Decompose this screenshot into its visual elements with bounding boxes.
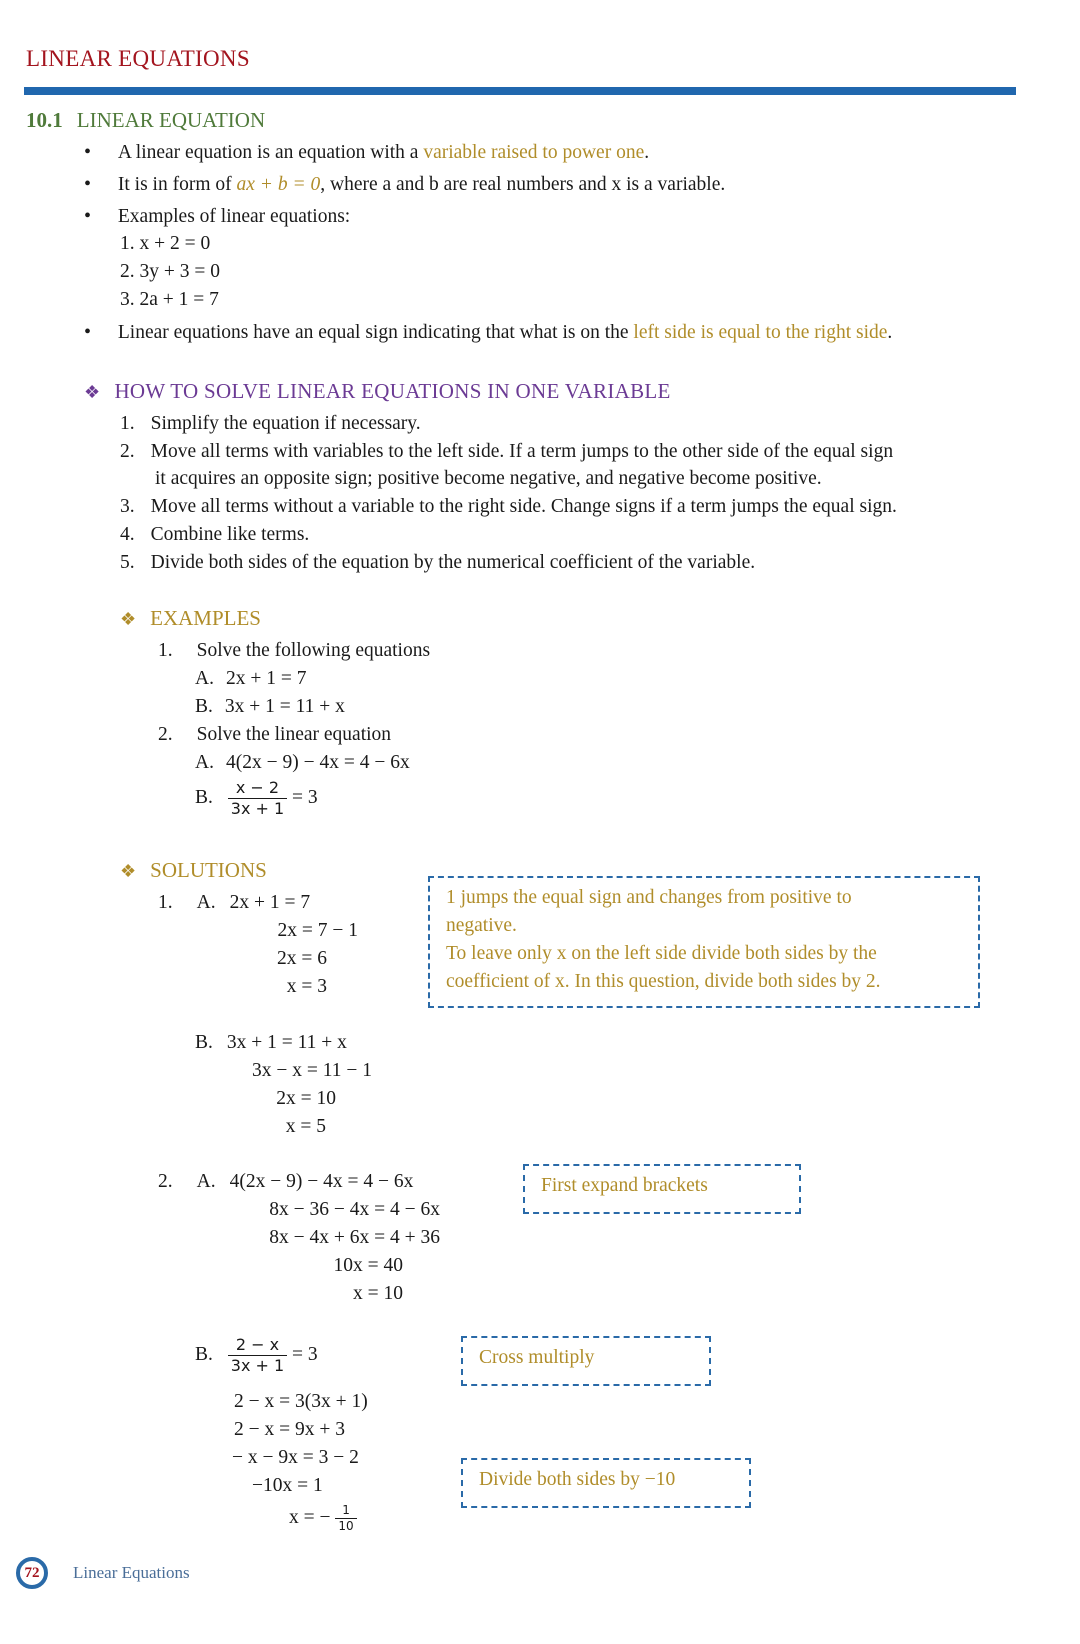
section-title [26, 108, 265, 133]
section-title-text: LINEAR EQUATION [76, 108, 266, 132]
solution-1a-line-1: 1. A. 2x + 1 = 7 [158, 892, 311, 913]
solution-2b-line-2: 2 − x = 3(3x + 1) [234, 1391, 368, 1412]
diamond-bullet-icon: ❖ [84, 382, 101, 402]
fraction: $\frac{1}{10}$ [335, 1503, 356, 1534]
header-rule [24, 87, 1016, 95]
step-2-cont: it acquires an opposite sign; positive become negative, and negative become positive. [155, 468, 822, 489]
page-number-badge: 72 [16, 1557, 48, 1589]
example-q2b: B. $\frac{x - 2}{3x + 1}$ = 3 [195, 778, 318, 818]
bullet-dot: • [84, 141, 92, 163]
step-2: 2. Move all terms with variables to the left side. If a term jumps to the other side of the equal sign [120, 441, 894, 462]
solution-2a-line-2: 8x − 36 − 4x = 4 − 6x [269, 1199, 440, 1220]
bullet-2: • It is in form of ax + b = 0, where a and b are real numbers and x is a variable. [84, 173, 726, 195]
how-to-heading: ❖ HOW TO SOLVE LINEAR EQUATIONS IN ONE VARIABLE [84, 379, 671, 403]
solution-1a-line-4: x = 3 [286, 976, 327, 997]
solution-2b-line-5: −10x = 1 [252, 1475, 323, 1496]
solution-1b-line-3: 2x = 10 [276, 1088, 336, 1109]
example-q1a: A. 2x + 1 = 7 [195, 668, 307, 689]
solution-2a-line-3: 8x − 4x + 6x = 4 + 36 [269, 1227, 440, 1248]
step-3: 3. Move all terms without a variable to the right side. Change signs if a term jumps the equal sign. [120, 496, 897, 517]
solution-1a-line-3: 2x = 6 [277, 948, 327, 969]
highlight: left side is equal to the right side [633, 322, 888, 343]
bullet-3: • Examples of linear equations: [84, 205, 351, 227]
solution-2b-line-3: 2 − x = 9x + 3 [234, 1419, 345, 1440]
diamond-bullet-icon: ❖ [120, 609, 137, 629]
example-2: 2. 3y + 3 = 0 [120, 261, 220, 282]
solution-2b-line-1: B. $\frac{2 - x}{3x + 1}$ = 3 [195, 1335, 318, 1375]
fraction: $\frac{2 - x}{3x + 1}$ [228, 1335, 287, 1376]
example-q1: 1. Solve the following equations [158, 640, 431, 661]
examples-heading: ❖ EXAMPLES [120, 606, 261, 630]
bullet-dot: • [84, 321, 92, 343]
solution-1b-line-1: B. 3x + 1 = 11 + x [195, 1032, 347, 1053]
example-q1b: B. 3x + 1 = 11 + x [195, 696, 345, 717]
note-box-1a: 1 jumps the equal sign and changes from positive to negative. To leave only x on the left side divide both sides by the coefficient of x. In this question, divide both sides by 2. [428, 876, 980, 1008]
step-1: 1. Simplify the equation if necessary. [120, 413, 421, 434]
highlight-formula: ax + b = 0 [236, 174, 321, 195]
solution-2a-line-4: 10x = 40 [333, 1255, 403, 1276]
example-q2: 2. Solve the linear equation [158, 724, 392, 745]
example-3: 3. 2a + 1 = 7 [120, 289, 219, 310]
solution-1a-line-2: 2x = 7 − 1 [277, 920, 358, 941]
fraction: $\frac{x - 2}{3x + 1}$ [228, 778, 287, 819]
note-box-cross-multiply: Cross multiply [461, 1336, 711, 1386]
solution-1b-line-4: x = 5 [285, 1116, 326, 1137]
chapter-title: LINEAR EQUATIONS [26, 46, 250, 71]
solution-2b-line-4: − x − 9x = 3 − 2 [232, 1447, 359, 1468]
solution-2a-line-1: 2. A. 4(2x − 9) − 4x = 4 − 6x [158, 1171, 414, 1192]
example-q2a: A. 4(2x − 9) − 4x = 4 − 6x [195, 752, 410, 773]
step-4: 4. Combine like terms. [120, 524, 310, 545]
bullet-4: • Linear equations have an equal sign indicating that what is on the left side is equal to the right side. [84, 321, 893, 343]
bullet-dot: • [84, 173, 92, 195]
step-5: 5. Divide both sides of the equation by the numerical coefficient of the variable. [120, 552, 756, 573]
solution-2a-line-5: x = 10 [353, 1283, 403, 1304]
bullet-1: • A linear equation is an equation with a variable raised to power one. [84, 141, 650, 163]
highlight: variable raised to power one [423, 142, 645, 163]
bullet-dot: • [84, 205, 92, 227]
example-1: 1. x + 2 = 0 [120, 233, 211, 254]
section-number: 10.1 [26, 108, 63, 132]
note-box-2a: First expand brackets [523, 1164, 801, 1214]
solution-2b-line-6: x = − $\frac{1}{10}$ [289, 1503, 357, 1534]
diamond-bullet-icon: ❖ [120, 861, 137, 881]
solutions-heading: ❖ SOLUTIONS [120, 858, 267, 882]
footer-label: Linear Equations [73, 1563, 190, 1582]
note-box-divide: Divide both sides by −10 [461, 1458, 751, 1508]
solution-1b-line-2: 3x − x = 11 − 1 [251, 1060, 372, 1081]
